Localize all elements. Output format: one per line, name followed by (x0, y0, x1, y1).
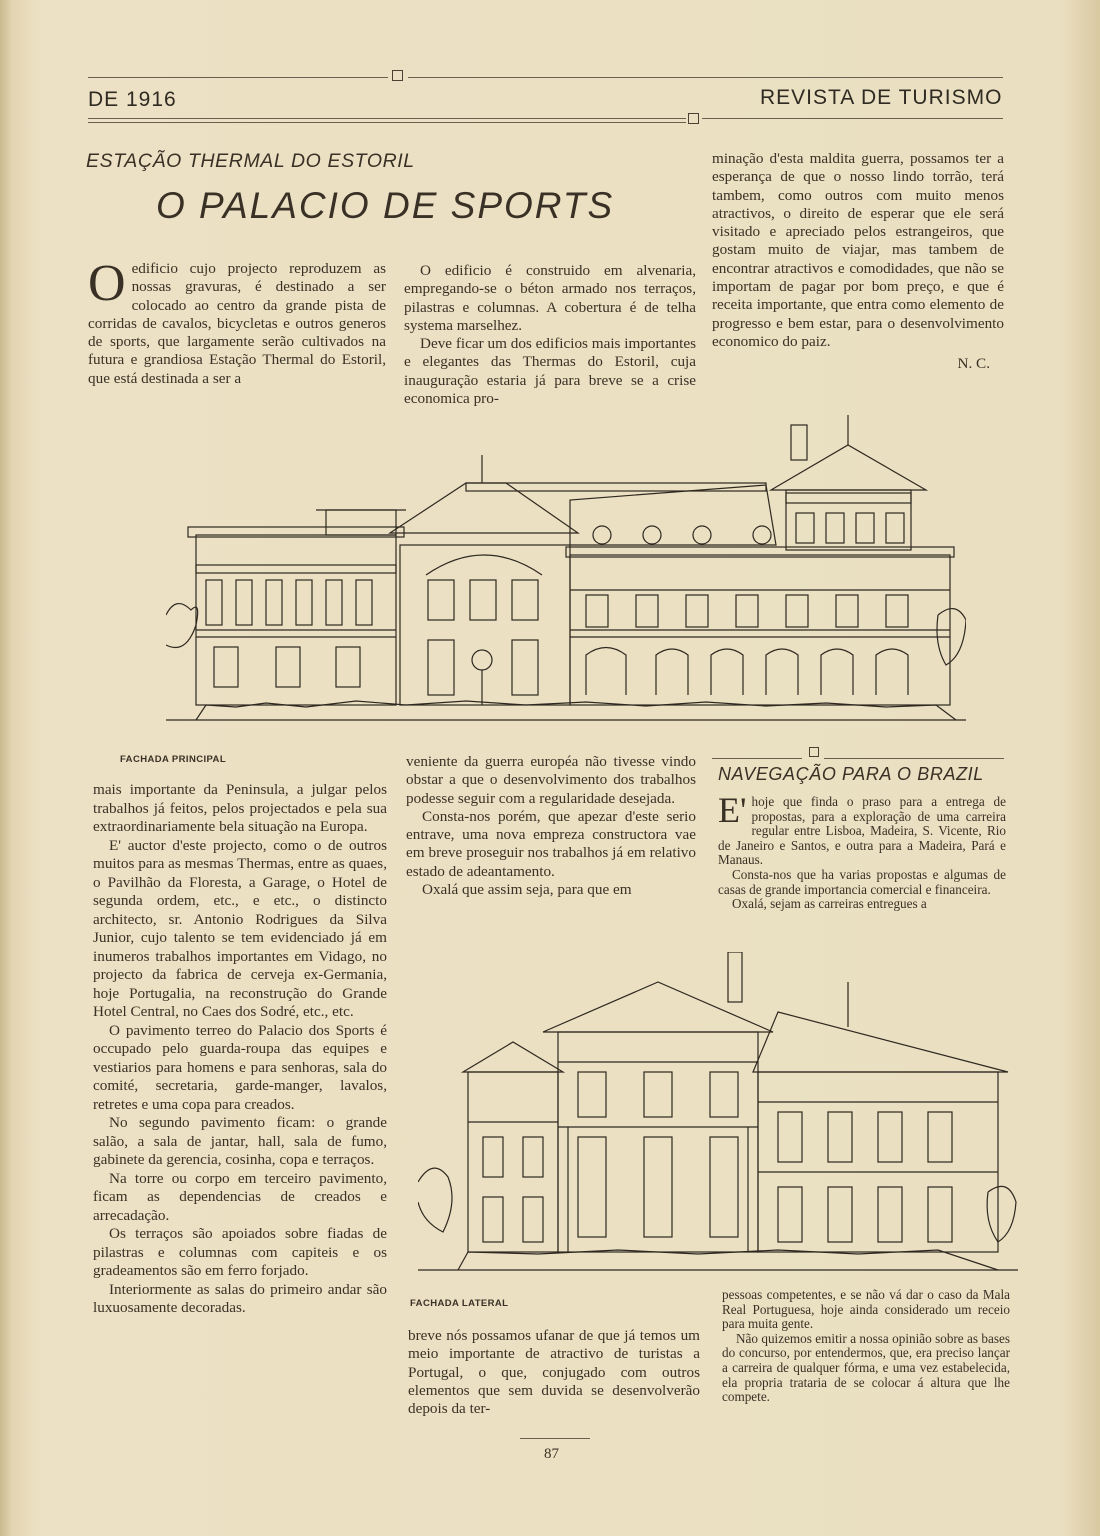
footer-rule (520, 1438, 590, 1439)
tree-right (987, 1186, 1016, 1242)
lower-mid-column-bottom (408, 1327, 700, 1418)
navegacao-rule-right (824, 758, 1004, 759)
tower (786, 490, 911, 550)
stone-base (196, 701, 956, 720)
header-right: REVISTA DE TURISMO (760, 86, 1003, 109)
paragraph: hoje que finda o praso para a entrega de propostas, para a exploração de uma carreira regular entre Lisboa, Madeira, S. Vicente, Rio de Janeiro e Santos, e outra para a Madeira, Pará e Manaus. (718, 794, 1006, 868)
navegacao-column-bottom (722, 1288, 1010, 1405)
fachada-lateral-drawing (418, 952, 1018, 1282)
paragraph: pessoas competentes, e se não vá dar o caso da Mala Real Portuguesa, hoje ainda considerado um receio para muita gente. (722, 1287, 1010, 1332)
header-rule-bottom-2 (88, 122, 686, 123)
article-col3 (712, 150, 1004, 374)
paragraph: mais importante da Peninsula, a julgar pelos trabalhos já feitos, pelos projectados e pela sua extraordinariamente bela situação na Europa. (93, 781, 387, 835)
page-number: 87 (544, 1446, 559, 1462)
article-title: O PALACIO DE SPORTS (156, 185, 615, 226)
mansard-roof (570, 485, 776, 545)
fachada-principal-drawing (166, 415, 966, 745)
figure1-caption: FACHADA PRINCIPAL (120, 754, 227, 765)
article-col1 (88, 255, 386, 388)
header-left: DE 1916 (88, 88, 177, 111)
navegacao-rule (712, 758, 802, 759)
lower-left-column (93, 781, 387, 1318)
paragraph: Deve ficar um dos edificios mais importantes e elegantes das Thermas do Estoril, cuja inauguração estaria já para breve se a crise economica pro- (404, 335, 696, 408)
dropcap-letter: E' (718, 790, 747, 830)
central-block (558, 1032, 758, 1252)
paragraph: breve nós possamos ufanar de que já temos um meio importante de atractivo de turistas a Portugal, o que, conjugado com outros elementos que sem duvida se desenvolverão depois da ter- (408, 1327, 700, 1418)
header-rule-top (88, 77, 388, 78)
paragraph: minação d'esta maldita guerra, possamos ter a esperança de que o nosso lindo torrão, terá tambem, como outros com muito menos atractivos, o direito de esperar que ele será visitado e apreciado pelos estrangeiros, que gostam muito de viajar, mas tambem de encontrar atractivos e comodidades, que não se importam de pagar por bom preço, e que é receita importante, que entra como elemento de progresso e bem estar, para o desenvolvimento economico do paiz. (712, 150, 1004, 350)
paragraph: Oxalá que assim seja, para que em (422, 881, 632, 899)
article-col1-text: edificio cujo projecto reproduzem as nossas gravuras, é destinado a ser colocado ao centro da grande pista de corridas de cavalos, bicycletas e outros generos de sports, que largamente serão cultivados na futura e grandiosa Estação Thermal do Estoril, que está destinada a ser a (88, 260, 386, 387)
paragraph: Os terraços são apoiados sobre fiadas de pilastras e columnas com capiteis e os gradeamentos são em ferro forjado. (93, 1225, 387, 1279)
paragraph: veniente da guerra européa não tivesse vindo obstar a que o desenvolvimento dos trabalhos podesse seguir com a regularidade desejada. (406, 753, 696, 807)
header-rule-bottom (88, 118, 686, 119)
right-roof (753, 1012, 1008, 1072)
central-arch (426, 555, 542, 575)
paragraph: O pavimento terreo do Palacio dos Sports é occupado pelo guarda-roupa das equipes e vestiarios para homens e para senhoras, sala do comité, secretaria, garde-manger, lavalos, retretes e uma copa para creados. (93, 1021, 387, 1113)
paragraph: Oxalá, sejam as carreiras entregues a (732, 896, 927, 912)
figure2-caption: FACHADA LATERAL (410, 1298, 509, 1309)
paragraph: Não quizemos emitir a nossa opinião sobre as bases do concurso, por entendermos, que, era preciso lançar a carreira de qualquer fórma, e uma vez estabelecida, ela propria trataria de se colocar á altura que lhe compete. (722, 1330, 1010, 1405)
central-block (400, 545, 570, 705)
article-col2 (404, 262, 696, 408)
header-rule-bottom-right (702, 118, 1003, 119)
paragraph: E' auctor d'este projecto, como o de outros muitos para as mesmas Thermas, entre as quaes, o Pavilhão da Floresta, a Garage, o Hotel de segunda ordem, etc., e etc., o distincto architecto, sr. Antonio Rodrigues da Silva Junior, cujo talento se tem evidenciado já em inumeros trabalhos importantes em Vidago, no projecto da fabrica de cerveja ex-Germania, hoje Portugalia, na reconstrução do Grande Hotel Central, no Caes dos Sodré, etc., etc. (93, 836, 387, 1020)
chimney (728, 952, 742, 1002)
central-roof (543, 982, 773, 1032)
paragraph: Consta-nos porém, que apezar d'este serio entrave, uma nova empreza constructora vae em breve proseguir nos trabalhos já em relativo estado de adeantamento. (406, 807, 696, 880)
tree-left (166, 604, 198, 648)
navegacao-title: NAVEGAÇÃO PARA O BRAZIL (718, 764, 984, 784)
chimney (791, 425, 807, 460)
paragraph: Consta-nos que ha varias propostas e algumas de casas de grande importancia comercial e financeira. (718, 866, 1006, 897)
lower-mid-column-top (406, 753, 696, 899)
paragraph: O edificio é construido em alvenaria, empregando-se o béton armado nos terraços, pilastras e columnas. A cobertura é de telha systema marselhez. (404, 262, 696, 334)
ornament-square-icon (809, 747, 819, 757)
ornament-square-icon (688, 113, 699, 124)
paragraph: Na torre ou corpo em terceiro pavimento, ficam as dependencias de creados e arrecadação. (93, 1169, 387, 1224)
left-balcony (196, 565, 396, 573)
navegacao-column-top (718, 790, 1006, 912)
article-kicker: ESTAÇÃO THERMAL DO ESTORIL (86, 150, 415, 172)
tree-left (418, 1168, 452, 1232)
paragraph: Interiormente as salas do primeiro andar são luxuosamente decoradas. (93, 1280, 387, 1316)
signature: N. C. (957, 355, 990, 373)
ornament-square-icon (392, 70, 403, 81)
header-rule-top-right (408, 77, 1003, 78)
dropcap-letter: O (88, 255, 126, 312)
tower-roof (771, 445, 926, 490)
paragraph: No segundo pavimento ficam: o grande salão, a sala de jantar, hall, sala de fumo, gabinete da gerencia, cosinha, copa e terraços. (93, 1114, 387, 1168)
